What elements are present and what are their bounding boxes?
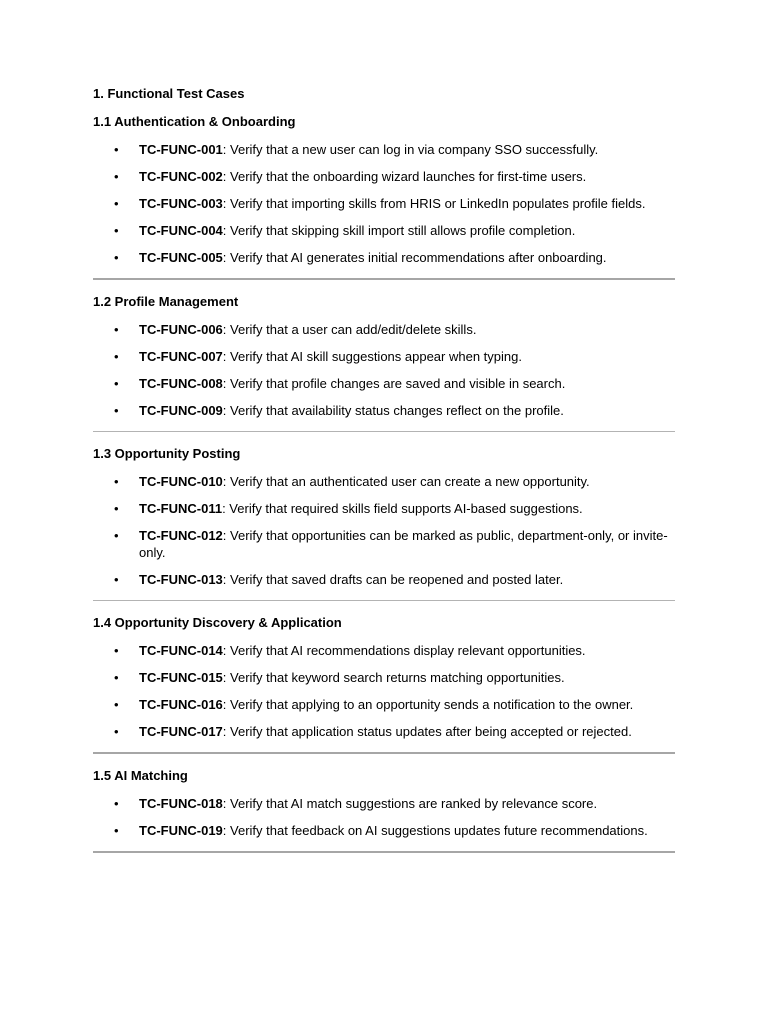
test-case-list bbox=[93, 795, 675, 839]
test-case-id: TC-FUNC-012 bbox=[139, 528, 223, 543]
test-case-item bbox=[93, 375, 675, 392]
test-case-list bbox=[93, 473, 675, 588]
test-case-text: : Verify that required skills field supports AI-based suggestions. bbox=[222, 501, 583, 516]
bullet-icon: • bbox=[114, 724, 119, 739]
section-profile-management bbox=[93, 294, 675, 419]
bullet-icon: • bbox=[114, 823, 119, 838]
test-case-text: : Verify that feedback on AI suggestions updates future recommendations. bbox=[222, 823, 648, 838]
test-case-text: : Verify that availability status changes reflect on the profile. bbox=[222, 403, 564, 418]
test-case-text: : Verify that opportunities can be marked as public, department-only, or invite-only. bbox=[139, 528, 668, 560]
test-case-list bbox=[93, 141, 675, 266]
bullet-icon: • bbox=[114, 572, 119, 587]
test-case-list bbox=[93, 321, 675, 419]
section-heading: 1.2 Profile Management bbox=[93, 294, 239, 309]
bullet-icon: • bbox=[114, 142, 119, 157]
test-case-item bbox=[93, 473, 675, 490]
test-case-id: TC-FUNC-008 bbox=[139, 376, 223, 391]
test-case-item bbox=[93, 141, 675, 158]
test-case-item bbox=[93, 723, 675, 740]
section-heading: 1.3 Opportunity Posting bbox=[93, 446, 241, 461]
test-case-list bbox=[93, 642, 675, 740]
test-case-text: : Verify that AI generates initial recommendations after onboarding. bbox=[222, 250, 607, 265]
test-case-id: TC-FUNC-014 bbox=[139, 643, 223, 658]
test-case-text: : Verify that saved drafts can be reopened and posted later. bbox=[222, 572, 564, 587]
test-case-id: TC-FUNC-001 bbox=[139, 142, 223, 157]
bullet-icon: • bbox=[114, 322, 119, 337]
section-divider bbox=[93, 431, 675, 432]
test-case-item bbox=[93, 195, 675, 212]
bullet-icon: • bbox=[114, 528, 119, 543]
test-case-item bbox=[93, 669, 675, 686]
test-case-text: : Verify that applying to an opportunity sends a notification to the owner. bbox=[222, 697, 634, 712]
test-case-text: : Verify that the onboarding wizard launches for first-time users. bbox=[222, 169, 587, 184]
test-case-item bbox=[93, 249, 675, 266]
test-case-id: TC-FUNC-017 bbox=[139, 724, 223, 739]
test-case-id: TC-FUNC-015 bbox=[139, 670, 223, 685]
bullet-icon: • bbox=[114, 376, 119, 391]
section-divider bbox=[93, 851, 675, 853]
test-case-item bbox=[93, 168, 675, 185]
section-heading: 1.4 Opportunity Discovery & Application bbox=[93, 615, 342, 630]
bullet-icon: • bbox=[114, 349, 119, 364]
test-case-text: : Verify that AI recommendations display relevant opportunities. bbox=[222, 643, 586, 658]
bullet-icon: • bbox=[114, 643, 119, 658]
test-case-id: TC-FUNC-009 bbox=[139, 403, 223, 418]
section-ai-matching bbox=[93, 768, 675, 839]
test-case-id: TC-FUNC-004 bbox=[139, 223, 223, 238]
section-divider bbox=[93, 278, 675, 280]
section-opportunity-posting bbox=[93, 446, 675, 588]
test-case-item bbox=[93, 795, 675, 812]
test-case-text: : Verify that keyword search returns matching opportunities. bbox=[222, 670, 565, 685]
bullet-icon: • bbox=[114, 403, 119, 418]
bullet-icon: • bbox=[114, 223, 119, 238]
test-case-text: : Verify that AI match suggestions are ranked by relevance score. bbox=[222, 796, 598, 811]
test-case-item bbox=[93, 822, 675, 839]
test-case-item bbox=[93, 642, 675, 659]
test-case-item bbox=[93, 500, 675, 517]
test-case-id: TC-FUNC-002 bbox=[139, 169, 223, 184]
test-case-text: : Verify that application status updates after being accepted or rejected. bbox=[222, 724, 632, 739]
bullet-icon: • bbox=[114, 670, 119, 685]
bullet-icon: • bbox=[114, 196, 119, 211]
test-case-text: : Verify that profile changes are saved and visible in search. bbox=[222, 376, 566, 391]
bullet-icon: • bbox=[114, 250, 119, 265]
bullet-icon: • bbox=[114, 697, 119, 712]
test-case-item bbox=[93, 321, 675, 338]
test-case-id: TC-FUNC-010 bbox=[139, 474, 223, 489]
test-case-id: TC-FUNC-018 bbox=[139, 796, 223, 811]
test-case-id: TC-FUNC-013 bbox=[139, 572, 223, 587]
test-case-item bbox=[93, 348, 675, 365]
section-authentication-onboarding bbox=[93, 114, 675, 266]
section-heading: 1.5 AI Matching bbox=[93, 768, 188, 783]
section-divider bbox=[93, 752, 675, 754]
test-case-item bbox=[93, 222, 675, 239]
test-case-id: TC-FUNC-016 bbox=[139, 697, 223, 712]
test-case-id: TC-FUNC-019 bbox=[139, 823, 223, 838]
test-case-text: : Verify that AI skill suggestions appear when typing. bbox=[222, 349, 522, 364]
bullet-icon: • bbox=[114, 501, 119, 516]
bullet-icon: • bbox=[114, 474, 119, 489]
test-case-item bbox=[93, 696, 675, 713]
test-case-text: : Verify that a user can add/edit/delete skills. bbox=[222, 322, 477, 337]
test-case-text: : Verify that importing skills from HRIS or LinkedIn populates profile fields. bbox=[222, 196, 646, 211]
test-case-item bbox=[93, 527, 675, 561]
section-divider bbox=[93, 600, 675, 601]
bullet-icon: • bbox=[114, 169, 119, 184]
test-case-item bbox=[93, 402, 675, 419]
test-case-id: TC-FUNC-005 bbox=[139, 250, 223, 265]
test-case-text: : Verify that skipping skill import still allows profile completion. bbox=[222, 223, 576, 238]
test-case-id: TC-FUNC-003 bbox=[139, 196, 223, 211]
test-case-id: TC-FUNC-007 bbox=[139, 349, 223, 364]
test-case-text: : Verify that an authenticated user can create a new opportunity. bbox=[222, 474, 590, 489]
section-opportunity-discovery-application bbox=[93, 615, 675, 740]
test-case-id: TC-FUNC-011 bbox=[139, 501, 223, 516]
document-title: 1. Functional Test Cases bbox=[93, 86, 245, 101]
section-heading: 1.1 Authentication & Onboarding bbox=[93, 114, 296, 129]
bullet-icon: • bbox=[114, 796, 119, 811]
test-case-item bbox=[93, 571, 675, 588]
test-case-text: : Verify that a new user can log in via company SSO successfully. bbox=[222, 142, 599, 157]
test-case-id: TC-FUNC-006 bbox=[139, 322, 223, 337]
